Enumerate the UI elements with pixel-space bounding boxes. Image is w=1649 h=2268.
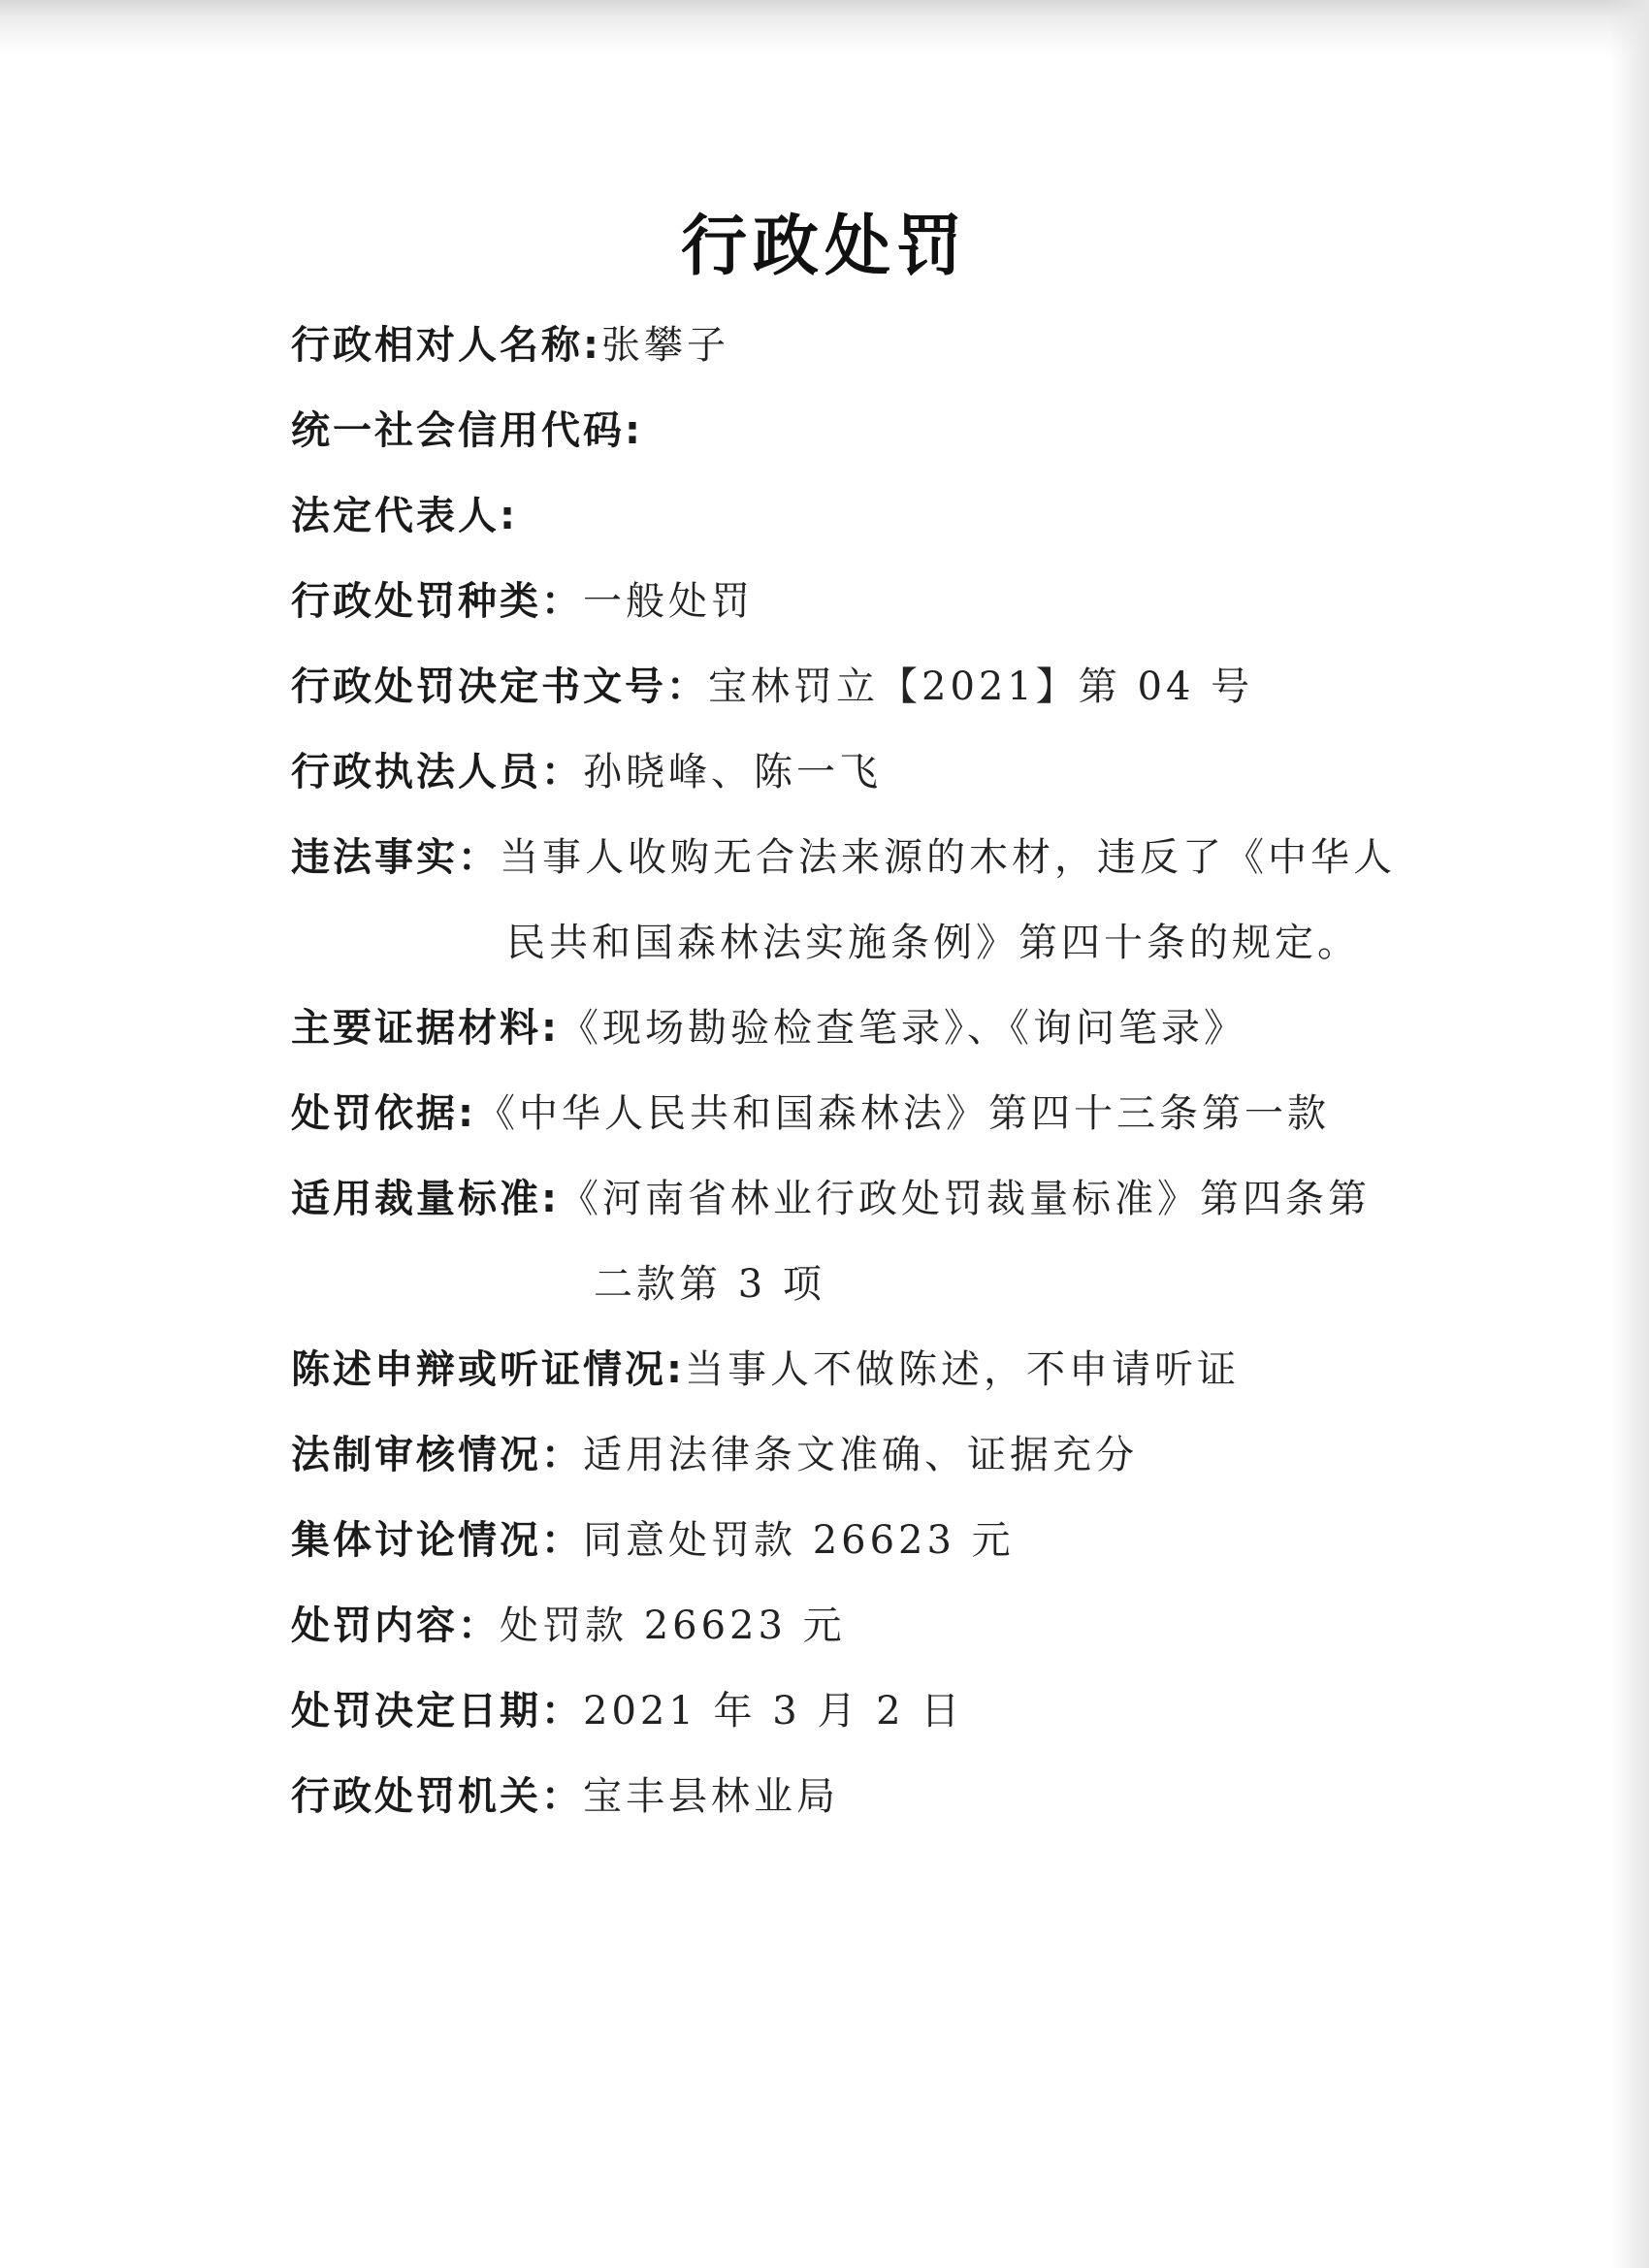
field-label: 行政处罚机关：	[291, 1774, 583, 1819]
field-label: 集体讨论情况：	[291, 1518, 583, 1563]
document-title: 行政处罚	[680, 209, 968, 285]
field-hearing	[291, 1346, 1416, 1393]
field-evidence	[291, 1005, 1416, 1052]
field-label: 统一社会信用代码:	[291, 408, 643, 453]
field-value: 宝丰县林业局	[583, 1774, 839, 1819]
field-value: 《河南省林业行政处罚裁量标准》第四条第	[560, 1177, 1371, 1221]
field-credit-code	[291, 407, 1416, 454]
field-facts	[291, 834, 1416, 966]
field-value: 2021 年 3 月 2 日	[583, 1689, 964, 1733]
field-decision-number	[291, 664, 1416, 710]
field-penalty-content	[291, 1603, 1416, 1649]
field-label: 法制审核情况：	[291, 1433, 583, 1477]
field-value: 同意处罚款 26623 元	[583, 1518, 1015, 1563]
field-label: 违法事实：	[291, 835, 500, 880]
field-value-continuation: 二款第 3 项	[594, 1262, 825, 1307]
field-label: 处罚内容：	[291, 1604, 500, 1648]
field-value: 一般处罚	[583, 579, 754, 624]
field-value: 适用法律条文准确、证据充分	[583, 1433, 1138, 1477]
field-collective-discussion	[291, 1517, 1416, 1564]
field-discretion-standard	[291, 1176, 1416, 1308]
field-officers	[291, 749, 1416, 795]
field-value: 《中华人民共和国森林法》第四十三条第一款	[476, 1091, 1330, 1136]
field-value-continuation: 民共和国森林法实施条例》第四十条的规定。	[506, 921, 1360, 965]
field-value: 处罚款 26623 元	[500, 1604, 846, 1648]
field-label: 处罚依据:	[291, 1091, 476, 1136]
field-basis	[291, 1090, 1416, 1137]
field-label: 行政执法人员：	[291, 750, 583, 794]
field-label: 行政处罚决定书文号：	[291, 664, 708, 709]
field-penalty-type	[291, 578, 1416, 625]
field-value: 张攀子	[601, 323, 729, 368]
field-label: 行政处罚种类：	[291, 579, 583, 624]
field-label: 处罚决定日期：	[291, 1689, 583, 1733]
field-label: 行政相对人名称:	[291, 323, 601, 368]
field-authority	[291, 1773, 1416, 1820]
field-list	[291, 322, 1416, 1859]
field-legal-rep	[291, 493, 1416, 539]
field-label: 主要证据材料:	[291, 1006, 560, 1051]
field-label: 法定代表人:	[291, 494, 518, 538]
field-value: 当事人收购无合法来源的木材，违反了《中华人	[500, 835, 1396, 880]
field-label: 适用裁量标准:	[291, 1177, 560, 1221]
field-value: 《现场勘验检查笔录》、《询问笔录》	[560, 1006, 1246, 1051]
field-value: 孙晓峰、陈一飞	[583, 750, 882, 794]
field-value: 宝林罚立【2021】第 04 号	[708, 664, 1254, 709]
field-label: 陈述申辩或听证情况:	[291, 1347, 685, 1392]
field-decision-date	[291, 1688, 1416, 1734]
field-value: 当事人不做陈述，不申请听证	[685, 1347, 1240, 1392]
field-party-name	[291, 322, 1416, 369]
field-legal-review	[291, 1432, 1416, 1478]
